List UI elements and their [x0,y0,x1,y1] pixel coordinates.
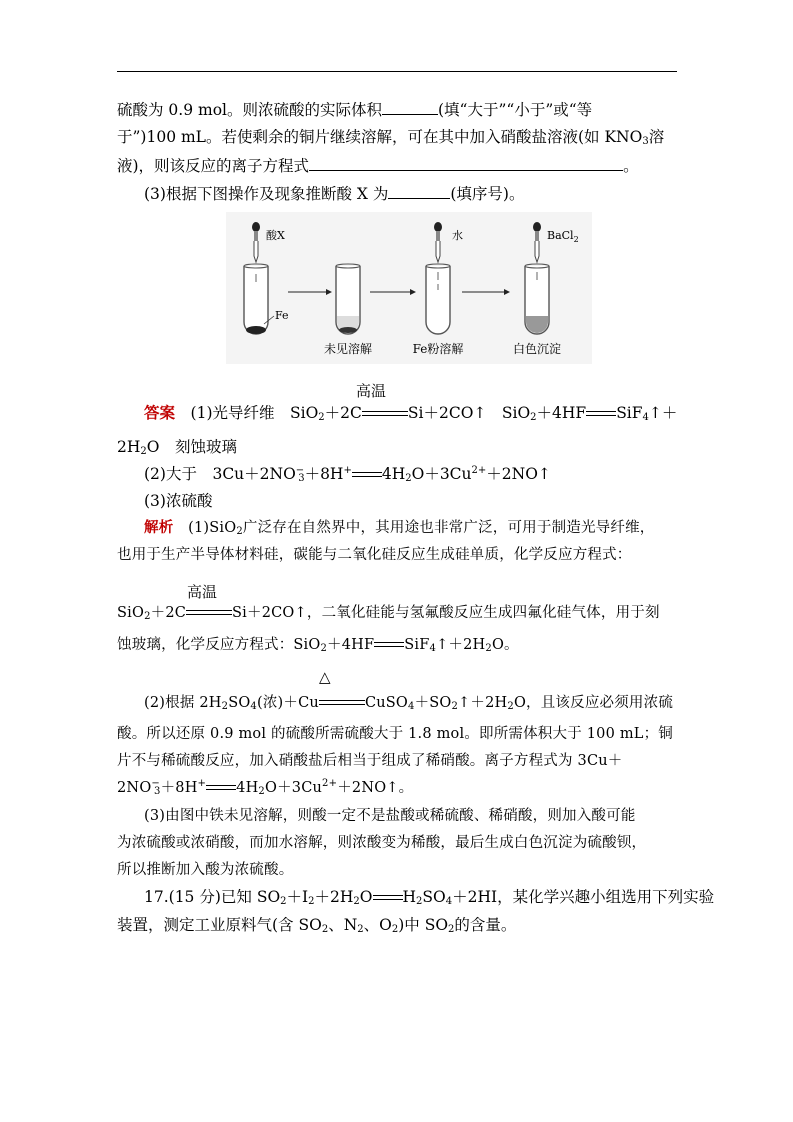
equals-sign [374,639,404,651]
analysis-line-9: (3)由图中铁未见溶解，则酸一定不是盐酸或稀硫酸、稀硝酸，则加入酸可能 [144,808,636,824]
caption-no-dissolve: 未见溶解 [323,342,373,356]
analysis-line-8: $2NO^-_3+8H^+$ $4H_2O+3Cu^{2+}+2NO↑$。 [117,778,414,797]
analysis-line-5: (2)根据 $2H_2SO_4$(浓)＋Cu $CuSO_4+SO_2↑+2H_2O$，且该反应必须用浓硫 [144,695,674,712]
q16-part3: (3)根据下图操作及现象推断酸 X 为 (填序号)。 [144,185,525,203]
analysis-line-2: 也用于生产半导体材料硅，碳能与二氧化硅反应生成硅单质，化学反应方程式： [117,547,632,563]
answer-blank [382,99,438,115]
equals-sign [362,408,408,420]
test-tube-2 [336,264,360,334]
equals-sign [186,607,232,619]
q17-line-2: 装置，测定工业原料气(含 $SO_2$、$N_2$、$O_2$)中 $SO_2$的含量。 [117,916,517,935]
condition-high-temp: 高温 [356,382,387,400]
fe-label: Fe [275,309,289,322]
dropper4-label: BaCl$_2$ [547,229,579,244]
caption-white-precipitate: 白色沉淀 [512,342,562,356]
equals-sign [319,697,365,709]
answer-line-2: (2)大于 $3Cu+2NO^-_3+8H^+$ $4H_2O+3Cu^{2+}+2NO↑$ [144,465,551,484]
q16-line-1: 硫酸为 0.9 mol。则浓硫酸的实际体积 (填“大于”“小于”或“等 [117,101,593,119]
analysis-line-1: 解析 (1)SiO$_2$广泛存在自然界中，其用途也非常广泛，可用于制造光导纤维， [144,519,655,537]
answer-line-3: (3)浓硫酸 [144,492,213,510]
header-rule [117,71,677,72]
analysis-line-4: 蚀玻璃，化学反应方程式：SiO$_2$＋4HF $SiF_4↑+2H_2O$。 [117,637,519,654]
equals-sign [373,892,403,904]
answer-line-1-cont: $2H_2O$ 刻蚀玻璃 [117,438,237,457]
answer-blank [309,155,623,171]
experiment-diagram [226,212,592,364]
equals-sign [586,408,616,420]
condition-heating: △ [319,668,331,686]
condition-high-temp: 高温 [187,583,218,601]
analysis-line-11: 所以推断加入酸为浓硫酸。 [117,862,294,878]
analysis-line-7: 片不与稀硫酸反应，加入硝酸盐后相当于组成了稀硝酸。离子方程式为 3Cu＋ [117,753,623,769]
q17-line-1: 17.(15 分)已知 $SO_2+I_2+2H_2O$ $H_2SO_4+2HI$，某化学兴趣小组选用下列实验 [144,888,715,907]
caption-fe-dissolve: Fe粉溶解 [412,342,464,356]
answer-label: 答案 [144,403,176,422]
analysis-line-3: SiO$_2$＋2C Si＋2CO↑，二氧化硅能与氢氟酸反应生成四氟化硅气体，用于刻 [117,605,660,622]
analysis-line-10: 为浓硫酸或浓硝酸，而加水溶解，则浓酸变为稀酸，最后生成白色沉淀为硫酸钡， [117,835,647,851]
analysis-label: 解析 [144,519,174,536]
answer-line-1: 答案 (1)光导纤维 SiO$_2$＋2C Si＋2CO↑ SiO$_2$＋4HF SiF$_4$↑＋ [144,403,678,423]
answer-blank [388,183,450,199]
q16-line-2: 于”)100 mL。若使剩余的铜片继续溶解，可在其中加入硝酸盐溶液(如 $KNO_3$溶 [117,128,665,147]
analysis-line-6: 酸。所以还原 0.9 mol 的硫酸所需硫酸大于 1.8 mol。即所需体积大于 100 mL；铜 [117,726,674,742]
equals-sign [352,469,382,481]
dropper1-label: 酸X [266,229,285,242]
dropper3-label: 水 [452,229,463,242]
equals-sign [206,782,236,794]
q16-line-3: 液)，则该反应的离子方程式 。 [117,157,639,175]
